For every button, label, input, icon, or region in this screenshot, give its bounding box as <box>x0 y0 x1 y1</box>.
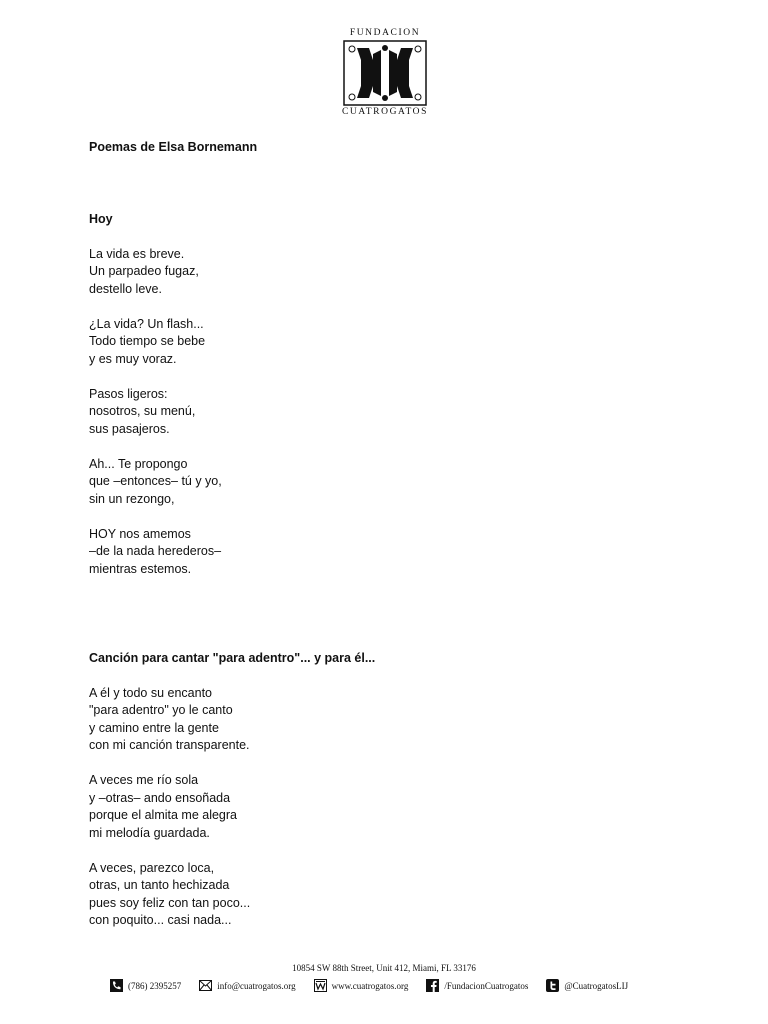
poem-title: Canción para cantar "para adentro"... y para él... <box>89 651 376 665</box>
contact-email[interactable] <box>199 979 295 992</box>
contact-web-text[interactable]: www.cuatrogatos.org <box>331 980 409 991</box>
poem-line: ¿La vida? Un flash... <box>89 316 204 331</box>
phone-icon <box>110 979 123 992</box>
contact-facebook[interactable] <box>426 979 528 992</box>
contact-phone-text: (786) 2395257 <box>128 980 182 991</box>
poem-line: y –otras– ando ensoñada <box>89 790 231 805</box>
stanza <box>89 246 689 299</box>
poem-line: "para adentro" yo le canto <box>89 703 233 717</box>
poem-line: porque el almita me alegra <box>89 808 237 822</box>
poem-hoy <box>89 211 689 596</box>
poem-line: Ah... Te propongo <box>89 456 188 471</box>
logo-top-word: FUNDACION <box>349 28 421 38</box>
poem-line: Pasos ligeros: <box>89 386 168 401</box>
stanza <box>89 386 689 439</box>
poem-title: Hoy <box>89 212 113 226</box>
poem-line: nosotros, su menú, <box>89 404 196 418</box>
poem-line: pues soy feliz con tan poco... <box>89 895 251 910</box>
poem-cancion <box>89 650 689 947</box>
poem-line: HOY nos amemos <box>89 526 191 541</box>
poem-line: y es muy voraz. <box>89 351 177 366</box>
poem-line: mi melodía guardada. <box>89 825 210 840</box>
stanza <box>89 772 689 842</box>
poem-line: destello leve. <box>89 281 162 296</box>
contact-twitter[interactable] <box>546 979 628 992</box>
foundation-logo <box>340 28 430 118</box>
poem-line: La vida es breve. <box>89 246 185 261</box>
contact-phone <box>110 979 181 992</box>
envelope-icon <box>199 979 212 992</box>
footer-address: 10854 SW 88th Street, Unit 412, Miami, FL 33176 <box>292 963 476 973</box>
stanza <box>89 526 689 579</box>
poem-line: A veces me río sola <box>89 773 199 787</box>
contact-email-text[interactable]: info@cuatrogatos.org <box>217 980 296 991</box>
poem-line: –de la nada herederos– <box>89 544 222 558</box>
stanza <box>89 456 689 509</box>
footer-contacts <box>110 979 646 992</box>
poem-line: A veces, parezco loca, <box>89 860 215 875</box>
poem-line: sus pasajeros. <box>89 421 170 436</box>
stanza <box>89 860 689 930</box>
web-icon <box>314 979 327 992</box>
contact-web[interactable] <box>314 979 409 992</box>
contact-twitter-text[interactable]: @CuatrogatosLIJ <box>564 980 629 991</box>
poem-line: A él y todo su encanto <box>89 685 213 700</box>
poem-line: mientras estemos. <box>89 561 192 576</box>
four-cats-emblem-icon <box>343 40 427 106</box>
stanza <box>89 316 689 369</box>
poem-line: con mi canción transparente. <box>89 738 250 752</box>
twitter-icon <box>546 979 559 992</box>
poem-line: Un parpadeo fugaz, <box>89 264 199 278</box>
facebook-icon <box>426 979 439 992</box>
logo-bottom-word: CUATROGATOS <box>341 107 429 117</box>
poem-line: Todo tiempo se bebe <box>89 334 206 348</box>
poem-line: sin un rezongo, <box>89 491 175 506</box>
stanza <box>89 685 689 755</box>
contact-facebook-text[interactable]: /FundacionCuatrogatos <box>444 980 529 991</box>
document-title: Poemas de Elsa Bornemann <box>89 140 258 154</box>
poem-line: otras, un tanto hechizada <box>89 878 230 892</box>
poem-line: que –entonces– tú y yo, <box>89 474 222 488</box>
poem-line: con poquito... casi nada... <box>89 913 232 927</box>
poem-line: y camino entre la gente <box>89 720 219 735</box>
